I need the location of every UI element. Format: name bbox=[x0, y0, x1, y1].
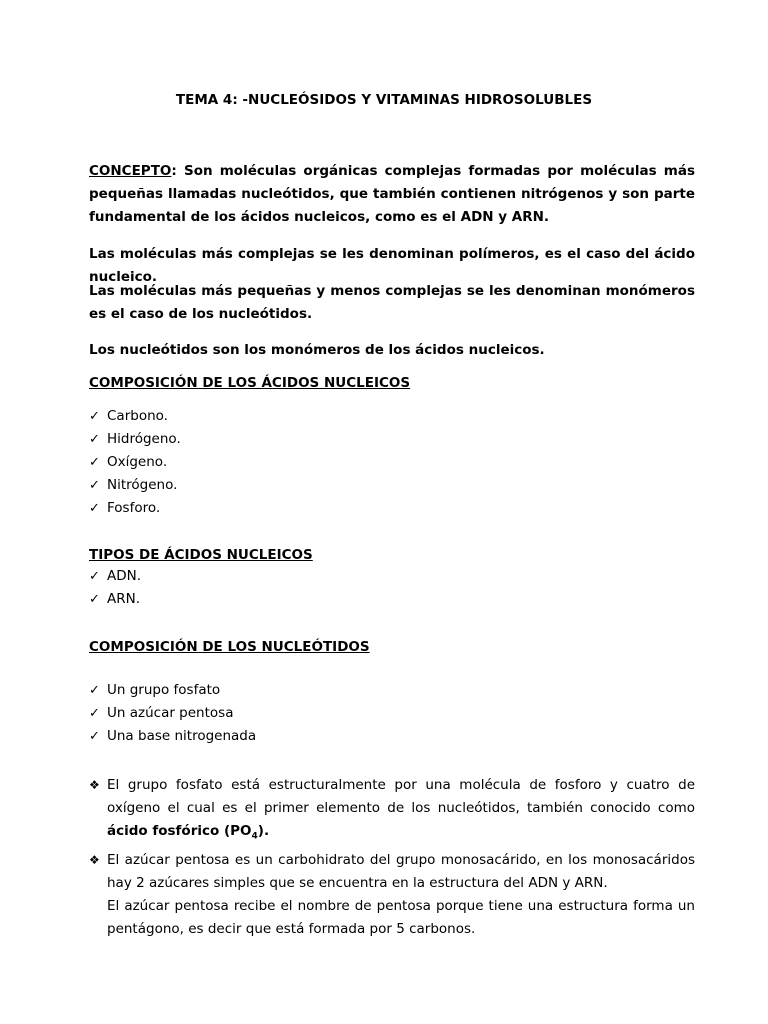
list-item: ❖ El grupo fosfato está estructuralmente por una molécula de fosforo y cuatro de oxígeno el cual es el primer elemento de los nucleótidos, también conocido como ácido fosfórico $(PO_4)$. bbox=[89, 774, 695, 849]
check-icon: ✓ bbox=[89, 729, 100, 744]
concepto-text: : Son moléculas orgánicas complejas formadas por moléculas más pequeñas llamadas nucleótidos, que también contienen nitrógenos y son parte fundamental de los ácidos nucleicos, como es el ADN y ARN. bbox=[89, 163, 695, 225]
list-item: ✓ Un grupo fosfato bbox=[89, 682, 221, 698]
concepto-paragraph bbox=[89, 160, 695, 229]
list-item bbox=[89, 849, 695, 941]
check-icon: ✓ bbox=[89, 432, 100, 447]
list-item: ✓ Oxígeno. bbox=[89, 454, 168, 470]
section-heading: COMPOSICIÓN DE LOS NUCLEÓTIDOS bbox=[89, 639, 370, 655]
detalle-text: El azúcar pentosa es un carbohidrato del grupo monosacárido, en los monosacáridos hay 2 azúcares simples que se encuentra en la estructura del ADN y ARN. bbox=[107, 851, 695, 891]
check-icon: ✓ bbox=[89, 706, 100, 721]
concepto-section bbox=[89, 160, 695, 229]
list-item: ✓ ADN. bbox=[89, 568, 142, 584]
composicion-acidos-section bbox=[89, 375, 695, 391]
diamond-bullet-icon: ❖ bbox=[89, 778, 100, 792]
composicion-nucleotidos-section bbox=[89, 639, 695, 655]
paragraph-monomeros bbox=[89, 280, 695, 326]
paragraph-nucleotidos bbox=[89, 339, 695, 362]
list-item: ✓ ARN. bbox=[89, 591, 141, 607]
paragraph: Las moléculas más complejas se les denominan polímeros, es el caso del ácido nucleico. bbox=[89, 246, 695, 285]
list-item: ✓ Un azúcar pentosa bbox=[89, 705, 234, 721]
composicion-nucleotidos-list bbox=[89, 682, 695, 751]
paragraph: Las moléculas más pequeñas y menos complejas se les denominan monómeros es el caso de los nucleótidos. bbox=[89, 283, 695, 322]
check-icon: ✓ bbox=[89, 455, 100, 470]
check-icon: ✓ bbox=[89, 478, 100, 493]
section-heading: TIPOS DE ÁCIDOS NUCLEICOS bbox=[89, 547, 313, 563]
composicion-acidos-list bbox=[89, 408, 695, 523]
paragraph: Los nucleótidos son los monómeros de los ácidos nucleicos. bbox=[89, 342, 545, 358]
list-item: ✓ Nitrógeno. bbox=[89, 477, 178, 493]
list-item: ✓ Hidrógeno. bbox=[89, 431, 181, 447]
detalle-section bbox=[89, 774, 695, 941]
detalle-continuation: El azúcar pentosa recibe el nombre de pentosa porque tiene una estructura forma un pentágono, es decir que está formada por 5 carbonos. bbox=[107, 897, 695, 937]
detalle-text: El grupo fosfato está estructuralmente por una molécula de fosforo y cuatro de oxígeno el cual es el primer elemento de los nucleótidos, también conocido como bbox=[107, 777, 695, 816]
tipos-acidos-list bbox=[89, 568, 695, 614]
page-title: TEMA 4: -NUCLEÓSIDOS Y VITAMINAS HIDROSOLUBLES bbox=[175, 92, 593, 108]
check-icon: ✓ bbox=[89, 569, 100, 584]
check-icon: ✓ bbox=[89, 501, 100, 516]
check-icon: ✓ bbox=[89, 409, 100, 424]
list-item: ✓ Fosforo. bbox=[89, 500, 161, 516]
list-item: ✓ Carbono. bbox=[89, 408, 168, 424]
section-heading: COMPOSICIÓN DE LOS ÁCIDOS NUCLEICOS bbox=[89, 375, 411, 391]
check-icon: ✓ bbox=[89, 683, 100, 698]
diamond-bullet-icon: ❖ bbox=[89, 852, 100, 867]
check-icon: ✓ bbox=[89, 592, 100, 607]
concepto-label: CONCEPTO bbox=[89, 163, 172, 179]
list-item: ✓ Una base nitrogenada bbox=[89, 728, 257, 744]
tipos-acidos-section bbox=[89, 547, 695, 563]
